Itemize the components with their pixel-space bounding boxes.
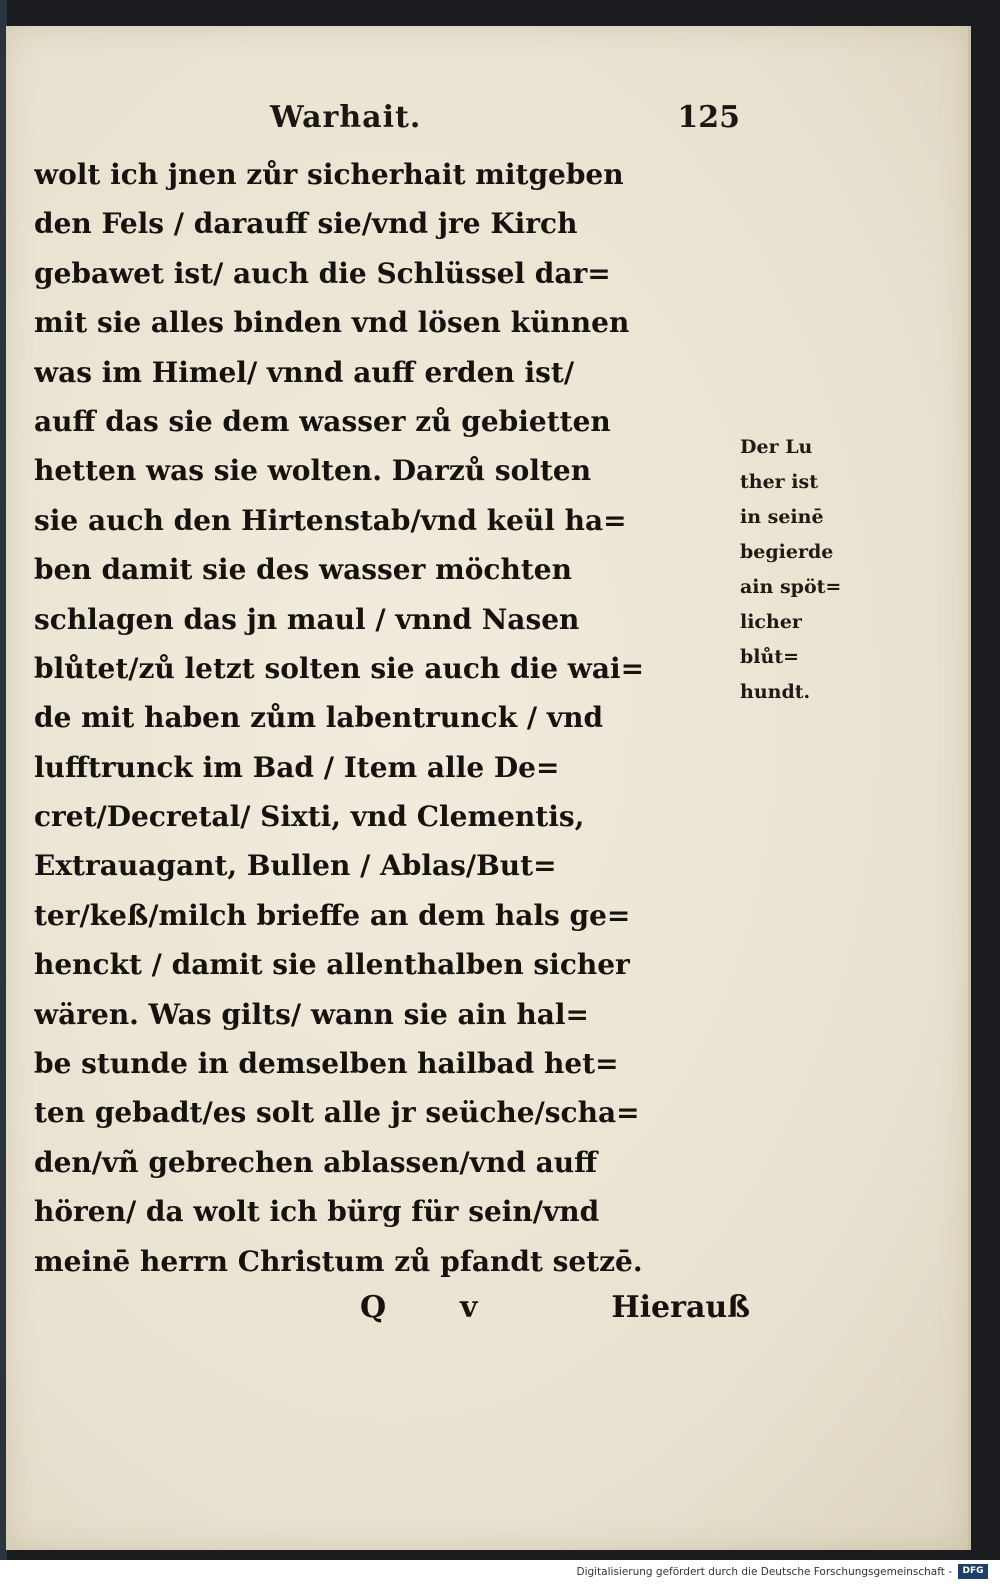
text-line: meinē herrn Christum zů pfandt setzē. (34, 1244, 643, 1278)
dfg-logo: DFG (958, 1564, 988, 1579)
marginal-line: begierde (740, 541, 834, 563)
text-line: cret/Decretal/ Sixti, vnd Clementis, (34, 800, 585, 834)
catchword: Hierauß (611, 1290, 750, 1325)
text-line: hetten was sie wolten. Darzů solten (34, 454, 592, 488)
marginal-line: hundt. (740, 681, 811, 703)
text-line: was im Himel/ vnnd auff erden ist/ (34, 355, 575, 389)
text-line: blůtet/zů letzt solten sie auch die wai= (34, 651, 645, 685)
text-line: ter/keß/milch brieffe an dem hals ge= (34, 898, 631, 932)
text-line: hören/ da wolt ich bürg für sein/vnd (34, 1195, 600, 1229)
marginal-line: ther ist (740, 471, 818, 493)
marginal-line: ain spöt= (740, 576, 842, 598)
marginal-line: Der Lu (740, 436, 813, 458)
text-line: schlagen das jn maul / vnnd Nasen (34, 602, 580, 636)
running-title: Warhait. (270, 100, 422, 135)
marginal-note (740, 430, 870, 710)
marginal-line: in seinē (740, 506, 824, 528)
text-line: den/vñ gebrechen ablassen/vnd auff (34, 1145, 598, 1179)
text-line: wären. Was gilts/ wann sie ain hal= (34, 997, 590, 1031)
text-line: ben damit sie des wasser möchten (34, 553, 572, 587)
marginal-line: licher (740, 611, 802, 633)
main-text-block (34, 150, 734, 1286)
signature-number: v (460, 1290, 478, 1325)
text-line: lufftrunck im Bad / Item alle De= (34, 750, 560, 784)
marginal-line: blůt= (740, 646, 800, 668)
credit-text: Digitalisierung gefördert durch die Deutsche Forschungsgemeinschaft - (576, 1566, 952, 1578)
text-line: mit sie alles binden vnd lösen künnen (34, 306, 630, 340)
text-line: gebawet ist/ auch die Schlüssel dar= (34, 256, 611, 290)
page-header (270, 100, 740, 146)
text-line: wolt ich jnen zůr sicherhait mitgeben (34, 158, 624, 191)
text-line: de mit haben zům labentrunck / vnd (34, 701, 604, 735)
catchline (350, 1290, 750, 1340)
text-line: Extrauagant, Bullen / Ablas/But= (34, 849, 557, 883)
text-line: henckt / damit sie allenthalben sicher (34, 948, 630, 982)
text-line: be stunde in demselben hailbad het= (34, 1047, 619, 1081)
text-line: sie auch den Hirtenstab/vnd keül ha= (34, 503, 627, 537)
text-line: auff das sie dem wasser zů gebietten (34, 404, 611, 438)
page-number: 125 (677, 100, 740, 135)
signature-mark: Q (360, 1290, 387, 1325)
text-line: ten gebadt/es solt alle jr seüche/scha= (34, 1096, 640, 1130)
digitization-credit-bar (0, 1560, 1000, 1587)
text-line: den Fels / darauff sie/vnd jre Kirch (34, 207, 578, 241)
